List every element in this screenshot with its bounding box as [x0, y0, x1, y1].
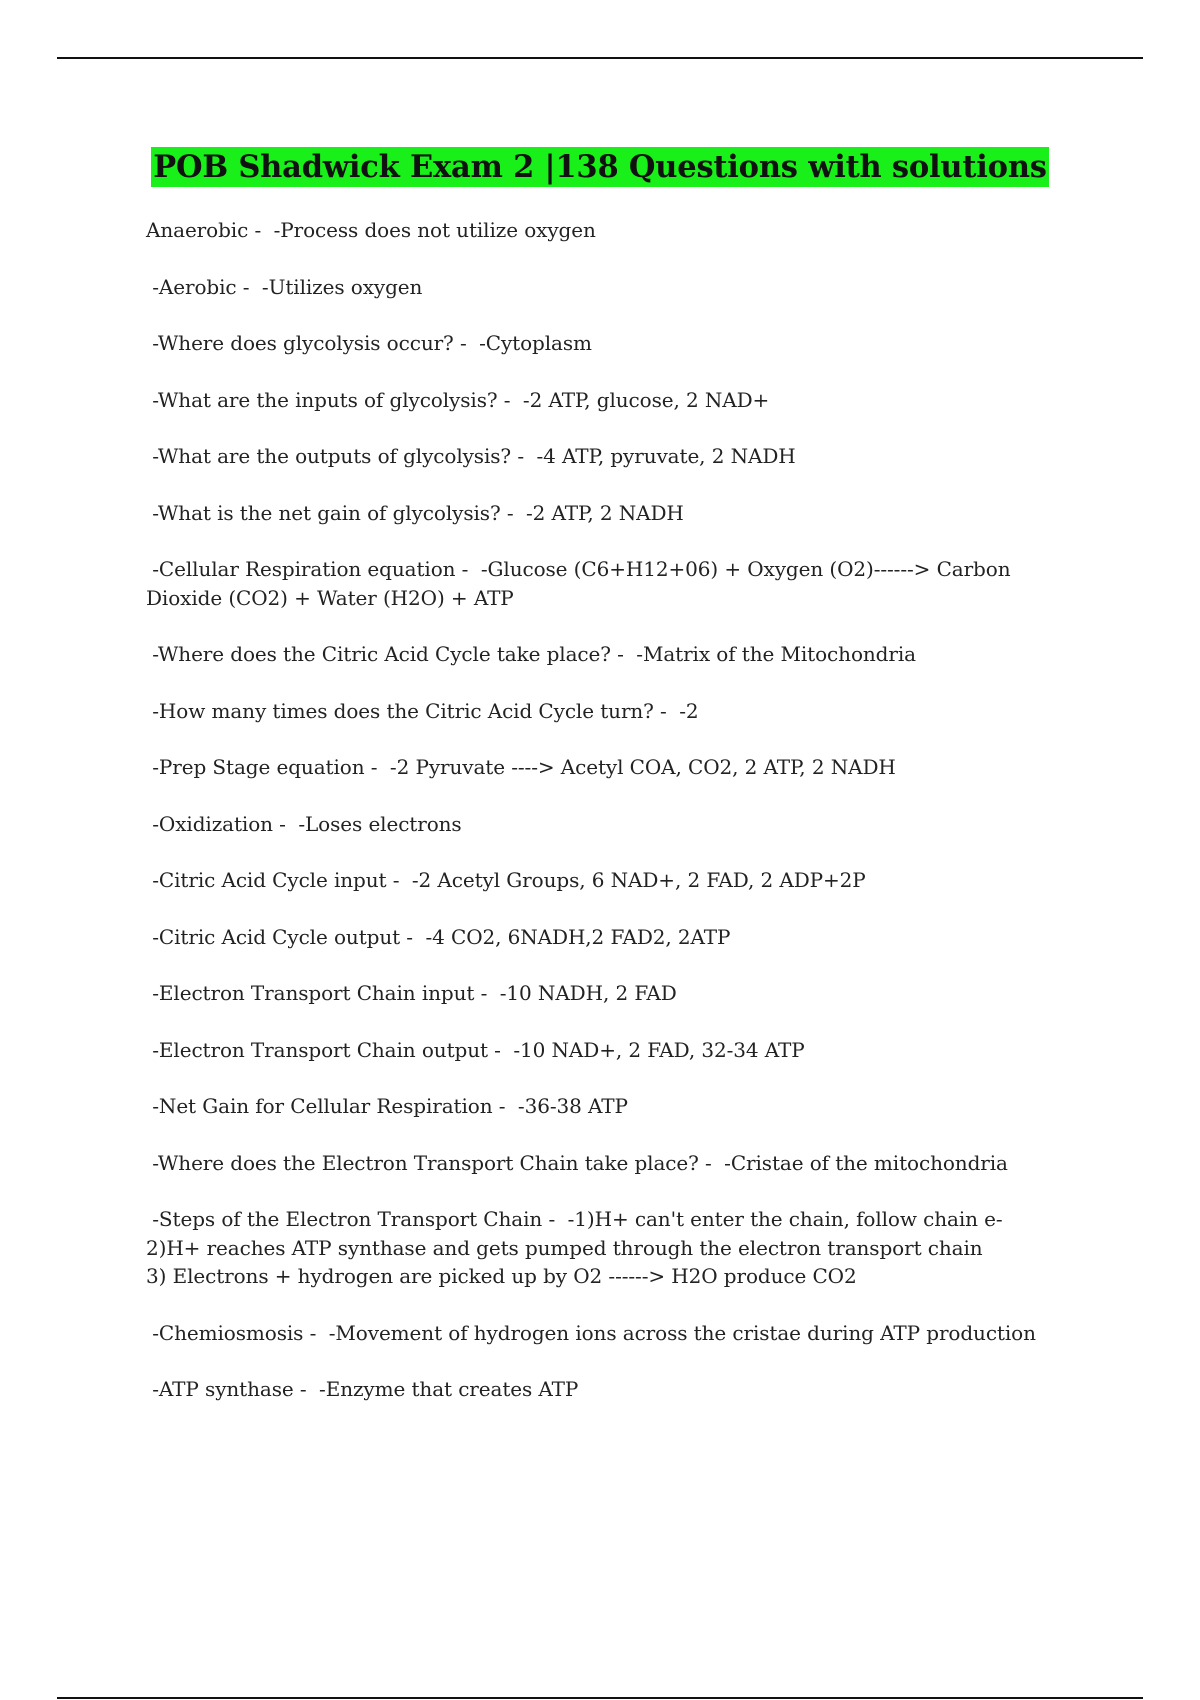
qa-item: -Steps of the Electron Transport Chain - -1)H+ can't enter the chain, follow chain e- 2)H+ reaches ATP synthase and gets pumped through the electron transport chain 3) Electrons + hydrogen are picked up by O2 ------> H2O produce CO2	[146, 1207, 1003, 1288]
qa-item: -Net Gain for Cellular Respiration - -36-38 ATP	[146, 1094, 628, 1118]
title-container	[0, 147, 1200, 187]
bottom-divider	[57, 1697, 1143, 1699]
qa-item: -How many times does the Citric Acid Cycle turn? - -2	[146, 698, 699, 723]
qa-item: -ATP synthase - -Enzyme that creates ATP	[146, 1377, 579, 1401]
top-divider	[57, 57, 1143, 59]
qa-item: -Oxidization - -Loses electrons	[146, 811, 462, 836]
qa-item: -What are the outputs of glycolysis? - -4 ATP, pyruvate, 2 NADH	[146, 444, 796, 468]
qa-item: -Citric Acid Cycle input - -2 Acetyl Groups, 6 NAD+, 2 FAD, 2 ADP+2P	[146, 868, 866, 892]
qa-item: Anaerobic - -Process does not utilize oxygen	[146, 218, 596, 242]
qa-item: -Where does the Citric Acid Cycle take place? - -Matrix of the Mitochondria	[146, 642, 916, 666]
qa-item: -Electron Transport Chain input - -10 NADH, 2 FAD	[146, 981, 677, 1005]
question-list	[146, 216, 1076, 1432]
qa-item: -What is the net gain of glycolysis? - -2 ATP, 2 NADH	[146, 500, 684, 525]
qa-item: -Prep Stage equation - -2 Pyruvate ----> Acetyl COA, CO2, 2 ATP, 2 NADH	[146, 755, 896, 779]
document-title: POB Shadwick Exam 2 |138 Questions with solutions	[153, 149, 1047, 185]
qa-item: -Where does the Electron Transport Chain take place? - -Cristae of the mitochondria	[146, 1150, 1008, 1175]
qa-item: -Citric Acid Cycle output - -4 CO2, 6NADH,2 FAD2, 2ATP	[146, 924, 731, 949]
qa-item: -Aerobic - -Utilizes oxygen	[146, 274, 423, 299]
qa-item: -What are the inputs of glycolysis? - -2 ATP, glucose, 2 NAD+	[146, 387, 770, 412]
qa-item: -Electron Transport Chain output - -10 NAD+, 2 FAD, 32-34 ATP	[146, 1037, 805, 1062]
qa-item: -Chemiosmosis - -Movement of hydrogen ions across the cristae during ATP production	[146, 1320, 1036, 1345]
qa-item: -Cellular Respiration equation - -Glucose (C6+H12+06) + Oxygen (O2)------> Carbon Dioxide (CO2) + Water (H2O) + ATP	[146, 557, 1011, 610]
qa-item: -Where does glycolysis occur? - -Cytoplasm	[146, 331, 592, 355]
